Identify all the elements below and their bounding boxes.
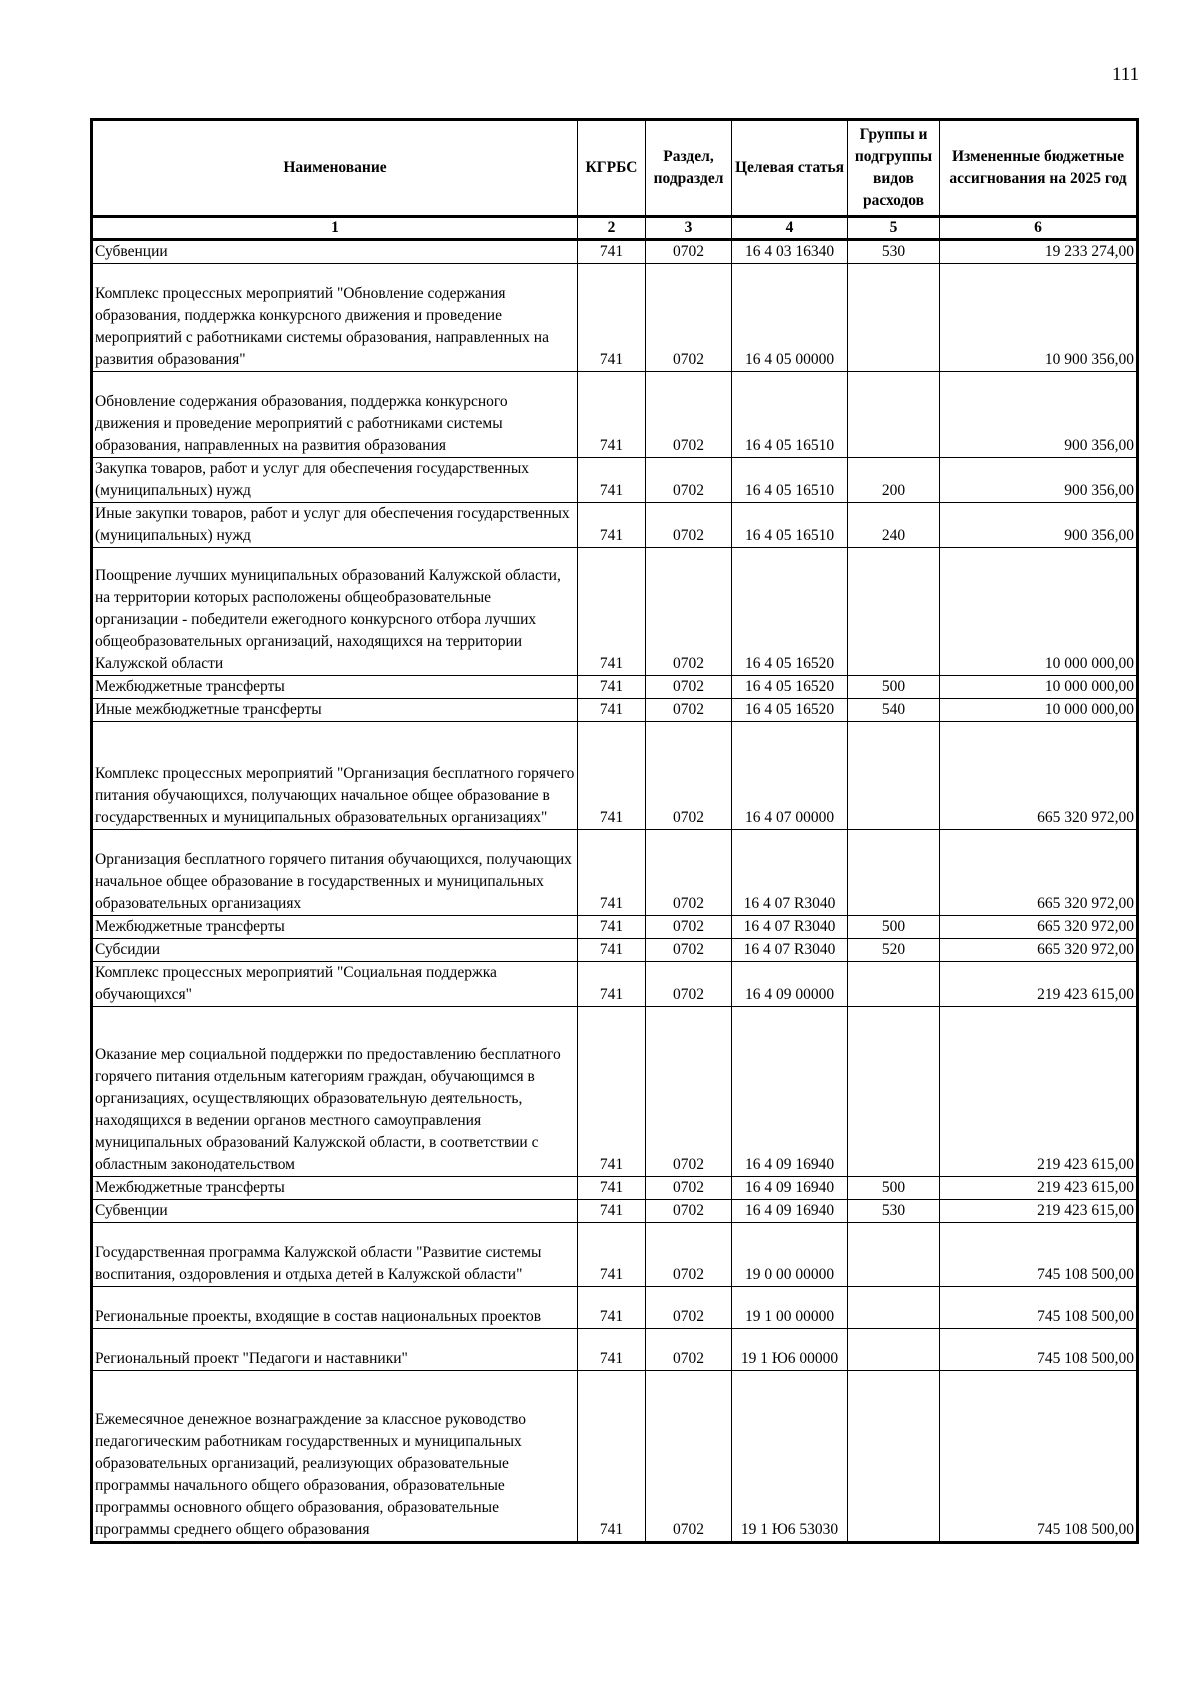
row-group <box>848 830 940 916</box>
row-target: 19 0 00 00000 <box>732 1223 848 1287</box>
row-amount: 900 356,00 <box>940 372 1138 458</box>
row-kgrbs: 741 <box>578 264 646 372</box>
row-group: 500 <box>848 676 940 699</box>
row-group: 530 <box>848 1200 940 1223</box>
row-section: 0702 <box>646 1177 732 1200</box>
row-section: 0702 <box>646 458 732 503</box>
row-name: Субвенции <box>92 240 578 264</box>
table-row <box>92 240 1138 264</box>
row-amount: 745 108 500,00 <box>940 1329 1138 1371</box>
row-group: 240 <box>848 503 940 548</box>
row-section: 0702 <box>646 916 732 939</box>
row-target: 16 4 09 00000 <box>732 962 848 1007</box>
row-kgrbs: 741 <box>578 939 646 962</box>
row-amount: 900 356,00 <box>940 458 1138 503</box>
row-target: 16 4 09 16940 <box>732 1177 848 1200</box>
row-kgrbs: 741 <box>578 372 646 458</box>
row-amount: 10 000 000,00 <box>940 676 1138 699</box>
header-kgrbs: КГРБС <box>578 120 646 217</box>
row-kgrbs: 741 <box>578 1007 646 1177</box>
row-group <box>848 1007 940 1177</box>
table-row <box>92 1223 1138 1287</box>
row-kgrbs: 741 <box>578 699 646 722</box>
row-name: Субвенции <box>92 1200 578 1223</box>
row-kgrbs: 741 <box>578 1223 646 1287</box>
header-name: Наименование <box>92 120 578 217</box>
row-name: Межбюджетные трансферты <box>92 916 578 939</box>
table-row <box>92 722 1138 830</box>
row-section: 0702 <box>646 1200 732 1223</box>
table-row <box>92 1007 1138 1177</box>
column-number: 3 <box>646 217 732 240</box>
table-row <box>92 548 1138 676</box>
row-amount: 665 320 972,00 <box>940 722 1138 830</box>
row-kgrbs: 741 <box>578 1177 646 1200</box>
row-target: 19 1 Ю6 00000 <box>732 1329 848 1371</box>
row-name: Комплекс процессных мероприятий "Организация бесплатного горячего питания обучающихся, получающих начальное общее образование в государственных и муниципальных образовательных организациях" <box>92 722 578 830</box>
row-amount: 10 000 000,00 <box>940 699 1138 722</box>
row-kgrbs: 741 <box>578 1287 646 1329</box>
table-row <box>92 458 1138 503</box>
row-group: 500 <box>848 1177 940 1200</box>
row-target: 16 4 07 R3040 <box>732 916 848 939</box>
row-target: 16 4 07 R3040 <box>732 939 848 962</box>
row-name: Организация бесплатного горячего питания обучающихся, получающих начальное общее образование в государственных и муниципальных образовательных организациях <box>92 830 578 916</box>
header-row <box>92 120 1138 217</box>
column-number: 6 <box>940 217 1138 240</box>
row-group <box>848 548 940 676</box>
row-amount: 219 423 615,00 <box>940 1177 1138 1200</box>
row-group <box>848 962 940 1007</box>
column-number: 1 <box>92 217 578 240</box>
row-name: Закупка товаров, работ и услуг для обеспечения государственных (муниципальных) нужд <box>92 458 578 503</box>
row-group <box>848 264 940 372</box>
table-row <box>92 503 1138 548</box>
row-group <box>848 372 940 458</box>
row-kgrbs: 741 <box>578 503 646 548</box>
row-kgrbs: 741 <box>578 240 646 264</box>
row-kgrbs: 741 <box>578 676 646 699</box>
row-amount: 219 423 615,00 <box>940 1007 1138 1177</box>
budget-table <box>90 118 1139 1544</box>
row-target: 16 4 05 00000 <box>732 264 848 372</box>
row-target: 16 4 09 16940 <box>732 1200 848 1223</box>
row-amount: 900 356,00 <box>940 503 1138 548</box>
row-target: 19 1 Ю6 53030 <box>732 1371 848 1543</box>
row-kgrbs: 741 <box>578 916 646 939</box>
row-kgrbs: 741 <box>578 1371 646 1543</box>
row-kgrbs: 741 <box>578 962 646 1007</box>
row-section: 0702 <box>646 1223 732 1287</box>
row-amount: 745 108 500,00 <box>940 1287 1138 1329</box>
row-name: Комплекс процессных мероприятий "Социальная поддержка обучающихся" <box>92 962 578 1007</box>
row-name: Иные межбюджетные трансферты <box>92 699 578 722</box>
row-amount: 665 320 972,00 <box>940 830 1138 916</box>
row-group: 530 <box>848 240 940 264</box>
column-number: 5 <box>848 217 940 240</box>
row-name: Государственная программа Калужской области "Развитие системы воспитания, оздоровления и отдыха детей в Калужской области" <box>92 1223 578 1287</box>
row-target: 16 4 07 00000 <box>732 722 848 830</box>
row-kgrbs: 741 <box>578 1329 646 1371</box>
row-name: Региональные проекты, входящие в состав национальных проектов <box>92 1287 578 1329</box>
column-number: 2 <box>578 217 646 240</box>
row-target: 16 4 09 16940 <box>732 1007 848 1177</box>
row-name: Поощрение лучших муниципальных образований Калужской области, на территории которых расположены общеобразовательные организации - победители ежегодного конкурсного отбора лучших общеобразовательных организаций, находящихся на территории Калужской области <box>92 548 578 676</box>
table-row <box>92 1371 1138 1543</box>
row-section: 0702 <box>646 1287 732 1329</box>
row-name: Ежемесячное денежное вознаграждение за классное руководство педагогическим работникам государственных и муниципальных образовательных организаций, реализующих образовательные программы начального общего образования, образовательные программы основного общего образования, образовательные программы среднего общего образования <box>92 1371 578 1543</box>
row-section: 0702 <box>646 264 732 372</box>
row-name: Комплекс процессных мероприятий "Обновление содержания образования, поддержка конкурсного движения и проведение мероприятий с работниками системы образования, направленных на развития образования" <box>92 264 578 372</box>
row-amount: 745 108 500,00 <box>940 1371 1138 1543</box>
row-kgrbs: 741 <box>578 1200 646 1223</box>
row-group <box>848 1287 940 1329</box>
row-name: Субсидии <box>92 939 578 962</box>
row-name: Региональный проект "Педагоги и наставники" <box>92 1329 578 1371</box>
table-row <box>92 916 1138 939</box>
row-section: 0702 <box>646 1007 732 1177</box>
row-section: 0702 <box>646 939 732 962</box>
row-amount: 219 423 615,00 <box>940 1200 1138 1223</box>
table-body <box>92 240 1138 1543</box>
table-row <box>92 962 1138 1007</box>
column-number-row <box>92 217 1138 240</box>
table-row <box>92 264 1138 372</box>
row-group: 520 <box>848 939 940 962</box>
row-name: Обновление содержания образования, поддержка конкурсного движения и проведение мероприятий с работниками системы образования, направленных на развития образования <box>92 372 578 458</box>
row-section: 0702 <box>646 676 732 699</box>
row-target: 16 4 05 16510 <box>732 458 848 503</box>
row-section: 0702 <box>646 1329 732 1371</box>
row-section: 0702 <box>646 372 732 458</box>
row-amount: 219 423 615,00 <box>940 962 1138 1007</box>
row-group: 200 <box>848 458 940 503</box>
table-row <box>92 1329 1138 1371</box>
row-amount: 665 320 972,00 <box>940 939 1138 962</box>
table-row <box>92 676 1138 699</box>
header-section: Раздел, подраздел <box>646 120 732 217</box>
row-kgrbs: 741 <box>578 722 646 830</box>
row-group <box>848 1223 940 1287</box>
row-section: 0702 <box>646 962 732 1007</box>
table-row <box>92 1177 1138 1200</box>
table-row <box>92 1287 1138 1329</box>
table-row <box>92 699 1138 722</box>
row-section: 0702 <box>646 240 732 264</box>
row-group: 540 <box>848 699 940 722</box>
row-name: Межбюджетные трансферты <box>92 676 578 699</box>
row-section: 0702 <box>646 830 732 916</box>
table-row <box>92 372 1138 458</box>
row-amount: 745 108 500,00 <box>940 1223 1138 1287</box>
row-section: 0702 <box>646 548 732 676</box>
row-amount: 10 900 356,00 <box>940 264 1138 372</box>
row-group <box>848 1371 940 1543</box>
row-name: Иные закупки товаров, работ и услуг для обеспечения государственных (муниципальных) нужд <box>92 503 578 548</box>
row-amount: 10 000 000,00 <box>940 548 1138 676</box>
row-amount: 19 233 274,00 <box>940 240 1138 264</box>
row-section: 0702 <box>646 1371 732 1543</box>
table-row <box>92 939 1138 962</box>
row-kgrbs: 741 <box>578 548 646 676</box>
table-row <box>92 830 1138 916</box>
row-kgrbs: 741 <box>578 830 646 916</box>
column-number: 4 <box>732 217 848 240</box>
header-target: Целевая статья <box>732 120 848 217</box>
row-group <box>848 722 940 830</box>
row-group <box>848 1329 940 1371</box>
header-amount: Измененные бюджетные ассигнования на 2025 год <box>940 120 1138 217</box>
page-number: 111 <box>1112 64 1140 85</box>
row-section: 0702 <box>646 699 732 722</box>
row-amount: 665 320 972,00 <box>940 916 1138 939</box>
row-group: 500 <box>848 916 940 939</box>
row-target: 19 1 00 00000 <box>732 1287 848 1329</box>
row-target: 16 4 05 16520 <box>732 699 848 722</box>
row-target: 16 4 05 16520 <box>732 548 848 676</box>
header-groups: Группы и подгруппы видов расходов <box>848 120 940 217</box>
row-target: 16 4 07 R3040 <box>732 830 848 916</box>
row-target: 16 4 05 16520 <box>732 676 848 699</box>
row-name: Оказание мер социальной поддержки по предоставлению бесплатного горячего питания отдельным категориям граждан, обучающимся в организациях, осуществляющих образовательную деятельность, находящихся в ведении органов местного самоуправления муниципальных образований Калужской области, в соответствии с областным законодательством <box>92 1007 578 1177</box>
row-section: 0702 <box>646 722 732 830</box>
row-target: 16 4 05 16510 <box>732 503 848 548</box>
row-target: 16 4 05 16510 <box>732 372 848 458</box>
row-kgrbs: 741 <box>578 458 646 503</box>
table-row <box>92 1200 1138 1223</box>
row-section: 0702 <box>646 503 732 548</box>
row-name: Межбюджетные трансферты <box>92 1177 578 1200</box>
row-target: 16 4 03 16340 <box>732 240 848 264</box>
